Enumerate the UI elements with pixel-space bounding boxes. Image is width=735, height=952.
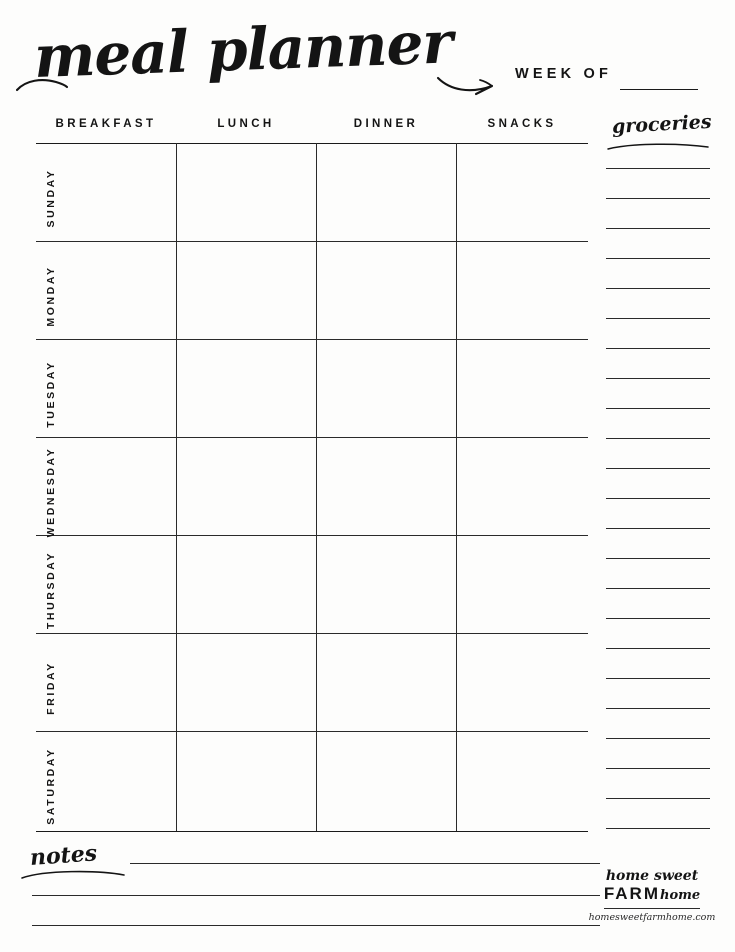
day-label-tuesday: TUESDAY: [45, 360, 57, 428]
cell-wednesday-snacks[interactable]: [457, 438, 587, 534]
grocery-line[interactable]: [606, 228, 710, 229]
logo-farm-text: FARM: [603, 884, 660, 903]
cell-thursday-snacks[interactable]: [457, 536, 587, 632]
meal-grid: [36, 112, 588, 832]
grocery-line[interactable]: [606, 528, 710, 529]
week-of-input[interactable]: [620, 89, 698, 90]
grocery-line[interactable]: [606, 768, 710, 769]
cell-saturday-snacks[interactable]: [457, 732, 587, 830]
grocery-line[interactable]: [606, 558, 710, 559]
logo-divider: [604, 908, 700, 909]
grocery-line[interactable]: [606, 288, 710, 289]
grocery-line[interactable]: [606, 468, 710, 469]
title-flourish-left-icon: [16, 76, 68, 94]
column-header-snacks: SNACKS: [487, 118, 557, 130]
cell-saturday-breakfast[interactable]: [37, 732, 175, 830]
grocery-line[interactable]: [606, 798, 710, 799]
grocery-line[interactable]: [606, 588, 710, 589]
page-title: meal planner: [32, 8, 453, 91]
day-label-wednesday: WEDNESDAY: [45, 446, 57, 538]
grid-bottom-rule: [36, 831, 588, 832]
column-header-row: [36, 112, 588, 142]
logo-website: homesweetfarmhome.com: [588, 912, 716, 923]
groceries-title: groceries: [611, 110, 713, 138]
cell-monday-lunch[interactable]: [177, 242, 315, 338]
notes-line[interactable]: [32, 925, 600, 926]
day-label-thursday: THURSDAY: [45, 550, 57, 630]
day-label-friday: FRIDAY: [45, 661, 57, 715]
logo-home-text: home: [660, 888, 701, 903]
cell-wednesday-lunch[interactable]: [177, 438, 315, 534]
cell-thursday-breakfast[interactable]: [37, 536, 175, 632]
grocery-line[interactable]: [606, 318, 710, 319]
cell-friday-breakfast[interactable]: [37, 634, 175, 730]
grocery-line[interactable]: [606, 438, 710, 439]
grocery-line[interactable]: [606, 198, 710, 199]
logo-line-2: [586, 884, 718, 906]
day-label-saturday: SATURDAY: [45, 747, 57, 825]
cell-friday-lunch[interactable]: [177, 634, 315, 730]
grocery-line[interactable]: [606, 258, 710, 259]
cell-tuesday-snacks[interactable]: [457, 340, 587, 436]
grocery-line[interactable]: [606, 678, 710, 679]
title-flourish-right-icon: [436, 74, 496, 96]
cell-monday-snacks[interactable]: [457, 242, 587, 338]
grocery-line[interactable]: [606, 168, 710, 169]
grocery-line[interactable]: [606, 378, 710, 379]
cell-friday-snacks[interactable]: [457, 634, 587, 730]
grocery-line[interactable]: [606, 708, 710, 709]
grocery-line[interactable]: [606, 408, 710, 409]
groceries-section: [602, 112, 712, 832]
day-label-monday: MONDAY: [45, 265, 57, 327]
logo-line-1: home sweet: [605, 868, 699, 884]
cell-wednesday-dinner[interactable]: [317, 438, 455, 534]
cell-wednesday-breakfast[interactable]: [37, 438, 175, 534]
grocery-line[interactable]: [606, 828, 710, 829]
groceries-swash-icon: [606, 142, 710, 152]
notes-line[interactable]: [130, 863, 600, 864]
cell-friday-dinner[interactable]: [317, 634, 455, 730]
cell-sunday-lunch[interactable]: [177, 144, 315, 240]
grocery-line[interactable]: [606, 348, 710, 349]
cell-thursday-lunch[interactable]: [177, 536, 315, 632]
cell-tuesday-breakfast[interactable]: [37, 340, 175, 436]
cell-saturday-dinner[interactable]: [317, 732, 455, 830]
notes-title: notes: [29, 840, 98, 871]
column-header-dinner: DINNER: [353, 118, 419, 130]
grocery-line[interactable]: [606, 498, 710, 499]
grocery-line[interactable]: [606, 648, 710, 649]
day-label-sunday: SUNDAY: [45, 168, 57, 228]
cell-monday-dinner[interactable]: [317, 242, 455, 338]
page-header: [0, 8, 735, 102]
notes-swash-icon: [20, 869, 126, 881]
cell-sunday-snacks[interactable]: [457, 144, 587, 240]
cell-saturday-lunch[interactable]: [177, 732, 315, 830]
cell-monday-breakfast[interactable]: [37, 242, 175, 338]
brand-logo: [586, 868, 718, 925]
column-header-breakfast: BREAKFAST: [55, 118, 157, 130]
cell-thursday-dinner[interactable]: [317, 536, 455, 632]
week-of-label: WEEK OF: [515, 66, 613, 82]
cell-tuesday-lunch[interactable]: [177, 340, 315, 436]
cell-sunday-breakfast[interactable]: [37, 144, 175, 240]
cell-sunday-dinner[interactable]: [317, 144, 455, 240]
column-header-lunch: LUNCH: [217, 118, 275, 130]
cell-tuesday-dinner[interactable]: [317, 340, 455, 436]
notes-line[interactable]: [32, 895, 600, 896]
grocery-line[interactable]: [606, 738, 710, 739]
grocery-line[interactable]: [606, 618, 710, 619]
